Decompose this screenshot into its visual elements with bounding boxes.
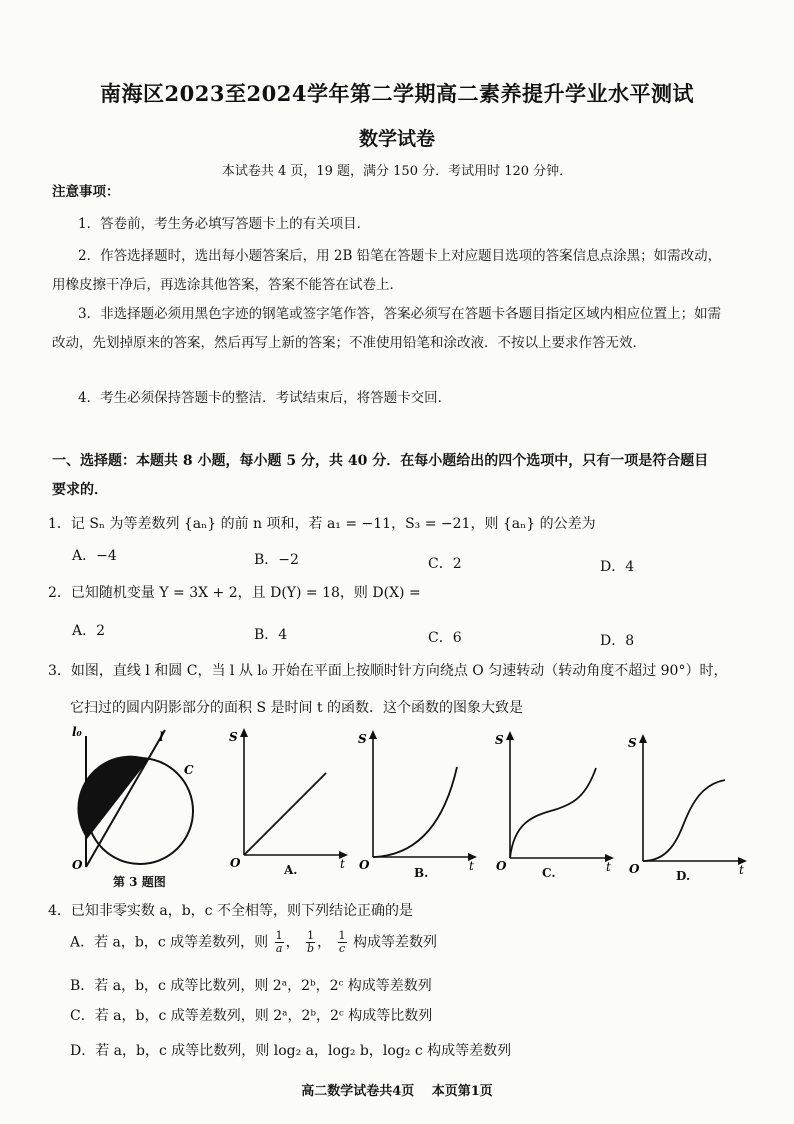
q1-stem: 1．记 Sₙ 为等差数列 {aₙ} 的前 n 项和，若 a₁ = −11，S₃ = −21，则 {aₙ} 的公差为	[48, 516, 596, 532]
graph-b-label: B.	[414, 866, 429, 880]
axis-t-label: t	[739, 863, 744, 876]
label-o: O	[72, 858, 83, 872]
notice-item-4: 4．考生必须保持答题卡的整洁．考试结束后，将答题卡交回．	[78, 390, 452, 406]
q2-option-b: B．4	[254, 627, 288, 643]
y-arrow-icon	[240, 728, 248, 737]
q1-option-a: A．−4	[72, 548, 117, 564]
q4-option-b: B．若 a，b，c 成等比数列，则 2ᵃ，2ᵇ，2ᶜ 构成等差数列	[70, 978, 432, 994]
graph-d-label: D.	[676, 869, 691, 883]
label-l0: l₀	[72, 725, 82, 739]
section-heading: 一、选择题：本题共 8 小题，每小题 5 分，共 40 分．在每小题给出的四个选项中，只有一项是符合题目要求的．	[52, 453, 709, 498]
frac-1-over-b: $\frac{1}{b}$	[307, 929, 315, 955]
exam-info: 本试卷共 4 页，19 题，满分 150 分．考试用时 120 分钟．	[221, 164, 573, 179]
q4-option-d: D．若 a，b，c 成等比数列，则 log₂ a，log₂ b，log₂ c 构成等差数列	[70, 1043, 512, 1059]
curve-b	[373, 767, 457, 857]
axis-s-label: S	[358, 732, 367, 746]
y-arrow-icon	[369, 730, 377, 739]
axis-t-label: t	[469, 859, 474, 872]
q4-option-c: C．若 a，b，c 成等差数列，则 2ᵃ，2ᵇ，2ᶜ 构成等比数列	[70, 1008, 433, 1024]
q4-stem: 4．已知非零实数 a，b，c 不全相等，则下列结论正确的是	[48, 903, 413, 919]
graph-d	[625, 731, 750, 876]
q1-option-d: D．4	[600, 559, 635, 575]
axis-s-label: S	[628, 736, 637, 750]
q1-option-b: B．−2	[254, 552, 299, 568]
q2-option-d: D．8	[600, 633, 635, 649]
graph-a	[226, 725, 351, 870]
y-arrow-icon	[506, 731, 514, 740]
q2-option-c: C．6	[428, 630, 462, 646]
notice-item-3: 3．非选择题必须用黑色字迹的钢笔或签字笔作答，答案必须写在答题卡各题目指定区域内相应位置上；如需改动，先划掉原来的答案，然后再写上新的答案；不准使用铅笔和涂改液．不按以上要求作答无效．	[52, 306, 722, 351]
q2-stem: 2．已知随机变量 Y = 3X + 2，且 D(Y) = 18，则 D(X) =	[48, 585, 421, 601]
origin-label: O	[359, 858, 370, 872]
label-c: C	[184, 763, 194, 777]
label-l: l	[159, 730, 164, 744]
q4-option-a-post: 构成等差数列	[352, 934, 437, 951]
graph-a-label: A.	[284, 863, 298, 877]
origin-label: O	[230, 856, 241, 870]
axis-t-label: t	[340, 857, 345, 870]
origin-label: O	[629, 862, 640, 876]
q3-stem-line1: 3．如图，直线 l 和圆 C，当 l 从 l₀ 开始在平面上按顺时针方向绕点 O 匀速转动（转动角度不超过 90°）时，	[48, 663, 728, 679]
page-footer: 高二数学试卷共4页 本页第1页	[301, 1084, 493, 1099]
axis-s-label: S	[495, 733, 504, 747]
notice-item-2: 2．作答选择题时，选出每小题答案后，用 2B 铅笔在答题卡上对应题目选项的答案信息点涂黑；如需改动，用橡皮擦干净后，再选涂其他答案，答案不能答在试卷上．	[52, 248, 722, 293]
axis-t-label: t	[606, 860, 611, 873]
notice-heading: 注意事项：	[52, 184, 120, 200]
shaded-region	[77, 756, 149, 839]
q3-figure-caption: 第 3 题图	[113, 875, 166, 889]
y-arrow-icon	[639, 734, 647, 743]
axis-s-label: S	[229, 730, 238, 744]
graph-c-label: C.	[542, 866, 556, 880]
q3-figure	[60, 724, 210, 892]
curve-d	[643, 780, 725, 861]
curve-c	[510, 768, 596, 858]
origin-label: O	[496, 859, 507, 873]
exam-subtitle: 数学试卷	[358, 128, 435, 150]
notice-item-1: 1．答卷前，考生务必填写答题卡上的有关项目．	[78, 216, 371, 232]
graph-b	[355, 727, 480, 872]
graph-c	[492, 728, 617, 873]
q3-stem-line2: 它扫过的圆内阴影部分的面积 S 是时间 t 的函数．这个函数的图象大致是	[70, 700, 524, 716]
exam-title: 南海区2023至2024学年第二学期高二素养提升学业水平测试	[100, 81, 694, 106]
curve-a	[244, 773, 326, 855]
frac-1-over-c: $\frac{1}{c}$	[338, 929, 346, 955]
q2-option-a: A．2	[72, 623, 106, 639]
frac-1-over-a: $\frac{1}{a}$	[275, 929, 283, 955]
q4-option-a-text: A．若 a，b，c 成等差数列，则	[70, 934, 269, 951]
q4-option-a: A．若 a，b，c 成等差数列，则 $\frac{1}{a}$ ， $\frac{1}{b}$ ， $\frac{1}{c}$ 构成等差数列	[70, 929, 437, 955]
q1-option-c: C．2	[428, 556, 462, 572]
